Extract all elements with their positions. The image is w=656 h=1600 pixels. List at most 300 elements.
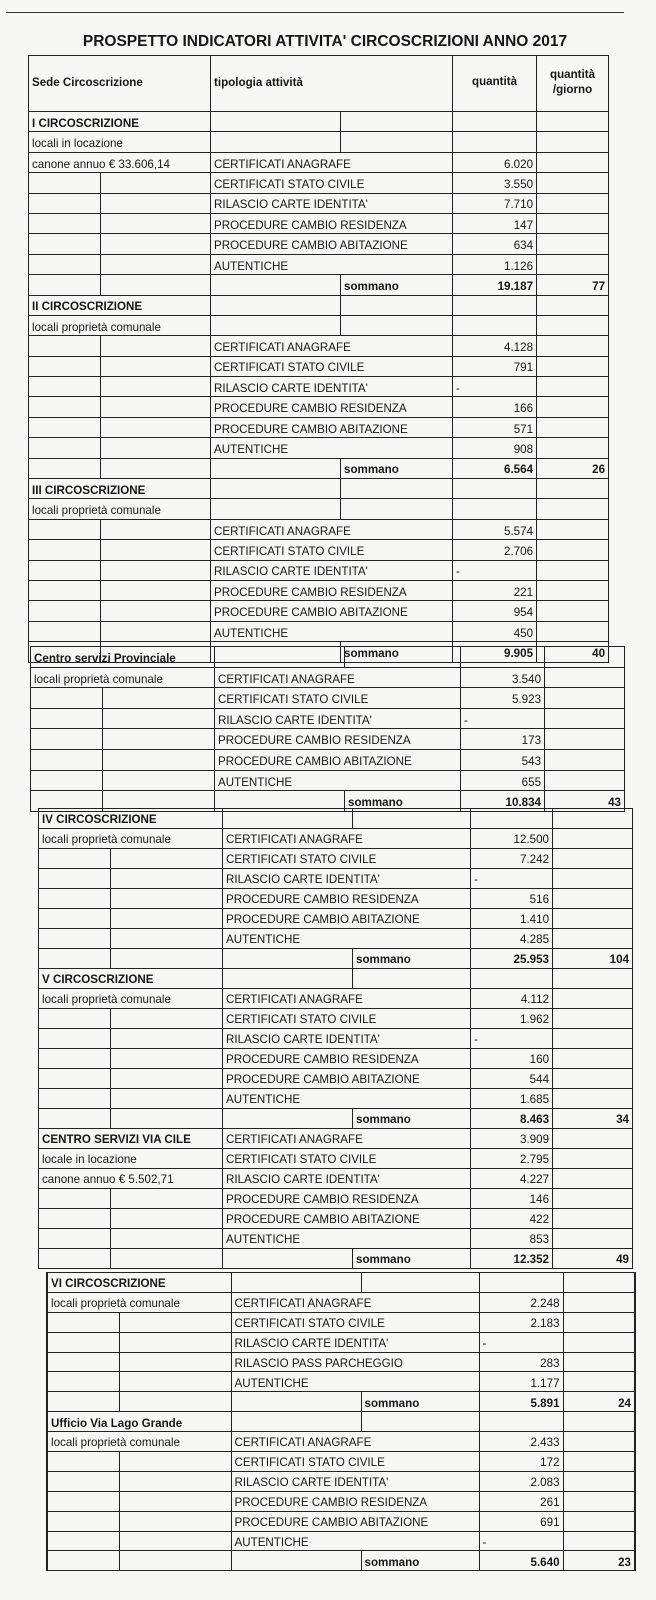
activity-quantity: 1.685 [471,1089,553,1109]
empty-cell [31,770,103,791]
empty-cell [537,152,609,172]
activity-label: PROCEDURE CAMBIO ABITAZIONE [215,749,461,770]
activity-table [28,55,609,663]
activity-quantity: 5.574 [453,519,537,539]
section-total: 8.463 [471,1109,553,1129]
activity-label: AUTENTICHE [231,1531,479,1551]
activity-quantity: 166 [453,397,537,417]
header-quantita: quantità [453,56,537,112]
activity-quantity: 691 [479,1511,563,1531]
empty-cell [211,295,341,315]
empty-cell [29,275,101,295]
empty-cell [553,1129,633,1149]
activity-label: CERTIFICATI ANAGRAFE [215,667,461,688]
empty-cell [545,667,625,688]
activity-label: PROCEDURE CAMBIO ABITAZIONE [211,417,453,437]
empty-cell [101,356,211,376]
activity-quantity: 2.183 [479,1312,563,1332]
empty-cell [119,1491,231,1511]
activity-quantity: 422 [471,1209,553,1229]
activity-quantity: 147 [453,213,537,233]
document-title: PROSPETTO INDICATORI ATTIVITA' CIRCOSCRIZIONI ANNO 2017 [82,33,568,50]
empty-cell [361,1273,479,1293]
table-row [31,749,625,770]
empty-cell [29,621,101,641]
sum-label: sommano [341,458,453,478]
empty-cell [223,1109,353,1129]
activity-label: PROCEDURE CAMBIO ABITAZIONE [231,1511,479,1531]
activity-label: AUTENTICHE [223,929,471,949]
empty-cell [39,1029,111,1049]
empty-cell [553,1049,633,1069]
empty-cell [231,1392,361,1412]
activity-label: AUTENTICHE [231,1372,479,1392]
activity-quantity: 2.706 [453,540,537,560]
empty-cell [471,969,553,989]
empty-cell [231,1412,361,1432]
activity-label: PROCEDURE CAMBIO RESIDENZA [215,729,461,750]
empty-cell [563,1273,635,1293]
empty-cell [553,849,633,869]
empty-cell [111,1009,223,1029]
sum-label: sommano [353,949,471,969]
empty-cell [29,193,101,213]
empty-cell [553,969,633,989]
empty-cell [119,1452,231,1472]
empty-cell [39,1069,111,1089]
activity-label: CERTIFICATI STATO CIVILE [211,173,453,193]
empty-cell [101,417,211,437]
activity-label: CERTIFICATI STATO CIVILE [223,849,471,869]
activity-label: RILASCIO PASS PARCHEGGIO [231,1352,479,1372]
empty-cell [47,1531,119,1551]
empty-cell [211,275,341,295]
table-row [47,1332,635,1352]
activity-quantity: 2.433 [479,1432,563,1452]
activity-quantity: 543 [461,749,545,770]
empty-cell [537,601,609,621]
section-per-day: 26 [537,458,609,478]
empty-cell [553,1229,633,1249]
empty-cell [223,949,353,969]
activity-quantity: 160 [471,1049,553,1069]
activity-label: PROCEDURE CAMBIO ABITAZIONE [211,601,453,621]
empty-cell [103,708,215,729]
table-row [29,621,609,641]
section-info: locali proprietà comunale [47,1432,231,1452]
empty-cell [563,1491,635,1511]
empty-cell [119,1471,231,1491]
empty-cell [553,989,633,1009]
table-row [29,132,609,152]
empty-cell [545,647,625,668]
empty-cell [39,909,111,929]
sum-label: sommano [353,1109,471,1129]
sum-row [29,458,609,478]
empty-cell [537,621,609,641]
empty-cell [39,1049,111,1069]
empty-cell [563,1332,635,1352]
table-row [39,869,633,889]
table-row [29,519,609,539]
empty-cell [553,1149,633,1169]
activity-quantity: 1.962 [471,1009,553,1029]
section-info: locali proprietà comunale [31,667,215,688]
section-info: locali proprietà comunale [29,499,211,519]
activity-quantity: 4.285 [471,929,553,949]
table-fragment-4 [46,1272,636,1571]
section-name: II CIRCOSCRIZIONE [29,295,211,315]
activity-label: CERTIFICATI STATO CIVILE [211,356,453,376]
activity-table [38,808,633,1269]
empty-cell [29,601,101,621]
table-row [29,377,609,397]
empty-cell [537,112,609,132]
activity-quantity: 172 [479,1452,563,1472]
empty-cell [111,1229,223,1249]
section-per-day: 34 [553,1109,633,1129]
empty-cell [211,112,341,132]
empty-cell [101,601,211,621]
empty-cell [103,729,215,750]
activity-label: PROCEDURE CAMBIO RESIDENZA [223,1049,471,1069]
activity-label: CERTIFICATI STATO CIVILE [215,688,461,709]
activity-label: AUTENTICHE [223,1089,471,1109]
activity-quantity: 1.410 [471,909,553,929]
empty-cell [111,1189,223,1209]
table-fragment-2 [30,646,625,812]
activity-table [46,1272,636,1571]
section-name: III CIRCOSCRIZIONE [29,479,211,499]
empty-cell [119,1332,231,1352]
section-per-day: 23 [563,1551,635,1571]
empty-cell [223,969,353,989]
empty-cell [119,1551,231,1571]
empty-cell [29,458,101,478]
empty-cell [111,889,223,909]
table-row [39,1129,633,1149]
empty-cell [537,315,609,335]
section-name: IV CIRCOSCRIZIONE [39,809,223,829]
activity-label: PROCEDURE CAMBIO ABITAZIONE [223,909,471,929]
activity-quantity: 3.550 [453,173,537,193]
empty-cell [111,869,223,889]
empty-cell [29,173,101,193]
sum-row [39,949,633,969]
activity-label: RILASCIO CARTE IDENTITA' [215,708,461,729]
activity-quantity: 954 [453,601,537,621]
empty-cell [29,234,101,254]
activity-label: AUTENTICHE [223,1229,471,1249]
table-row [39,849,633,869]
empty-cell [47,1452,119,1472]
activity-label: AUTENTICHE [211,438,453,458]
table-row [29,438,609,458]
empty-cell [101,438,211,458]
empty-cell [103,688,215,709]
empty-cell [553,869,633,889]
table-row [39,1169,633,1189]
empty-cell [545,770,625,791]
sum-row [39,1249,633,1269]
empty-cell [345,647,461,668]
activity-label: PROCEDURE CAMBIO RESIDENZA [211,580,453,600]
activity-quantity: 2.795 [471,1149,553,1169]
sum-row [47,1551,635,1571]
empty-cell [119,1531,231,1551]
top-rule [6,12,624,13]
empty-cell [39,1229,111,1249]
empty-cell [537,213,609,233]
empty-cell [453,315,537,335]
empty-cell [453,132,537,152]
empty-cell [101,193,211,213]
activity-label: CERTIFICATI STATO CIVILE [223,1149,471,1169]
activity-label: AUTENTICHE [211,621,453,641]
section-name: I CIRCOSCRIZIONE [29,112,211,132]
empty-cell [39,849,111,869]
section-info: locali proprietà comunale [47,1292,231,1312]
empty-cell [101,254,211,274]
empty-cell [111,1029,223,1049]
empty-cell [341,132,453,152]
activity-label: CERTIFICATI ANAGRAFE [223,989,471,1009]
empty-cell [29,254,101,274]
activity-table [30,646,625,812]
activity-quantity: - [471,869,553,889]
table-row [31,688,625,709]
empty-cell [223,1249,353,1269]
sum-label: sommano [341,642,453,662]
activity-label: PROCEDURE CAMBIO RESIDENZA [231,1491,479,1511]
empty-cell [553,1089,633,1109]
table-row [39,1209,633,1229]
table-row [29,152,609,172]
empty-cell [31,688,103,709]
section-total: 12.352 [471,1249,553,1269]
empty-cell [29,213,101,233]
empty-cell [101,377,211,397]
table-row [29,234,609,254]
activity-label: CERTIFICATI STATO CIVILE [223,1009,471,1029]
empty-cell [563,1352,635,1372]
table-row [31,729,625,750]
table-row [47,1471,635,1491]
section-info: locali proprietà comunale [29,315,211,335]
activity-quantity: 908 [453,438,537,458]
table-row [47,1511,635,1531]
table-row [29,601,609,621]
empty-cell [341,112,453,132]
empty-cell [537,377,609,397]
sum-label: sommano [341,275,453,295]
empty-cell [341,499,453,519]
section-per-day: 49 [553,1249,633,1269]
empty-cell [39,1109,111,1129]
section-total: 5.640 [479,1551,563,1571]
table-row [39,989,633,1009]
table-row [29,499,609,519]
empty-cell [537,540,609,560]
empty-cell [101,336,211,356]
table-fragment-1 [28,55,609,663]
table-row [47,1273,635,1293]
empty-cell [47,1352,119,1372]
activity-label: PROCEDURE CAMBIO RESIDENZA [211,397,453,417]
empty-cell [563,1452,635,1472]
empty-cell [101,519,211,539]
section-info: canone annuo € 5.502,71 [39,1169,223,1189]
section-total: 9.905 [453,642,537,662]
activity-quantity: 146 [471,1189,553,1209]
table-row [29,560,609,580]
empty-cell [545,688,625,709]
activity-quantity: - [479,1332,563,1352]
empty-cell [29,397,101,417]
activity-quantity: 7.710 [453,193,537,213]
empty-cell [563,1312,635,1332]
empty-cell [563,1471,635,1491]
section-info: locali in locazione [29,132,211,152]
activity-quantity: 3.540 [461,667,545,688]
activity-label: AUTENTICHE [211,254,453,274]
activity-quantity: 1.126 [453,254,537,274]
activity-quantity: 6.020 [453,152,537,172]
section-per-day: 24 [563,1392,635,1412]
table-row [29,540,609,560]
table-row [39,1069,633,1089]
section-info: locale in locazione [39,1149,223,1169]
activity-quantity: 791 [453,356,537,376]
activity-quantity: - [471,1029,553,1049]
empty-cell [563,1372,635,1392]
empty-cell [29,417,101,437]
empty-cell [103,770,215,791]
empty-cell [111,909,223,929]
activity-quantity: 5.923 [461,688,545,709]
empty-cell [39,949,111,969]
empty-cell [453,112,537,132]
table-row [39,889,633,909]
empty-cell [211,479,341,499]
empty-cell [537,519,609,539]
empty-cell [231,1273,361,1293]
table-row [39,809,633,829]
activity-label: CERTIFICATI ANAGRAFE [223,1129,471,1149]
empty-cell [553,1189,633,1209]
activity-quantity: 655 [461,770,545,791]
section-name: Centro servizi Provinciale [31,647,215,668]
empty-cell [29,540,101,560]
empty-cell [111,1209,223,1229]
activity-label: PROCEDURE CAMBIO ABITAZIONE [223,1069,471,1089]
activity-label: RILASCIO CARTE IDENTITA' [211,377,453,397]
section-name: CENTRO SERVIZI VIA CILE [39,1129,223,1149]
section-total: 10.834 [461,791,545,812]
empty-cell [453,499,537,519]
empty-cell [545,749,625,770]
empty-cell [101,397,211,417]
empty-cell [537,234,609,254]
section-per-day: 43 [545,791,625,812]
empty-cell [553,909,633,929]
table-row [47,1531,635,1551]
empty-cell [119,1511,231,1531]
empty-cell [47,1551,119,1571]
header-tipologia: tipologia attività [211,56,453,112]
empty-cell [537,438,609,458]
empty-cell [537,132,609,152]
empty-cell [47,1491,119,1511]
table-row [29,417,609,437]
activity-quantity: 634 [453,234,537,254]
activity-quantity: 2.248 [479,1292,563,1312]
empty-cell [31,749,103,770]
activity-quantity: 853 [471,1229,553,1249]
activity-label: CERTIFICATI ANAGRAFE [231,1292,479,1312]
table-row [39,1149,633,1169]
activity-quantity: - [453,560,537,580]
empty-cell [47,1312,119,1332]
table-row [29,254,609,274]
empty-cell [119,1392,231,1412]
table-row [39,1009,633,1029]
empty-cell [119,1352,231,1372]
activity-label: CERTIFICATI STATO CIVILE [231,1452,479,1472]
table-fragment-3 [38,808,633,1269]
empty-cell [29,336,101,356]
empty-cell [29,580,101,600]
section-info: locali proprietà comunale [39,829,223,849]
empty-cell [537,499,609,519]
empty-cell [211,499,341,519]
empty-cell [111,949,223,969]
section-total: 19.187 [453,275,537,295]
empty-cell [471,809,553,829]
activity-label: CERTIFICATI ANAGRAFE [211,336,453,356]
empty-cell [31,729,103,750]
empty-cell [537,193,609,213]
table-row [47,1372,635,1392]
table-row [29,580,609,600]
activity-quantity: - [479,1531,563,1551]
empty-cell [537,560,609,580]
empty-cell [111,1049,223,1069]
activity-quantity: 2.083 [479,1471,563,1491]
activity-label: CERTIFICATI ANAGRAFE [231,1432,479,1452]
activity-label: RILASCIO CARTE IDENTITA' [231,1471,479,1491]
empty-cell [47,1372,119,1392]
empty-cell [39,1209,111,1229]
empty-cell [39,1009,111,1029]
table-row [31,647,625,668]
table-row [29,112,609,132]
empty-cell [39,929,111,949]
header-row [29,56,609,112]
empty-cell [553,829,633,849]
table-row [29,356,609,376]
activity-label: RILASCIO CARTE IDENTITA' [211,193,453,213]
activity-quantity: 173 [461,729,545,750]
empty-cell [119,1312,231,1332]
empty-cell [537,336,609,356]
table-row [39,1029,633,1049]
section-info: canone annuo € 33.606,14 [29,152,211,172]
table-row [47,1352,635,1372]
section-info: locali proprietà comunale [39,989,223,1009]
activity-quantity: 12.500 [471,829,553,849]
empty-cell [479,1273,563,1293]
